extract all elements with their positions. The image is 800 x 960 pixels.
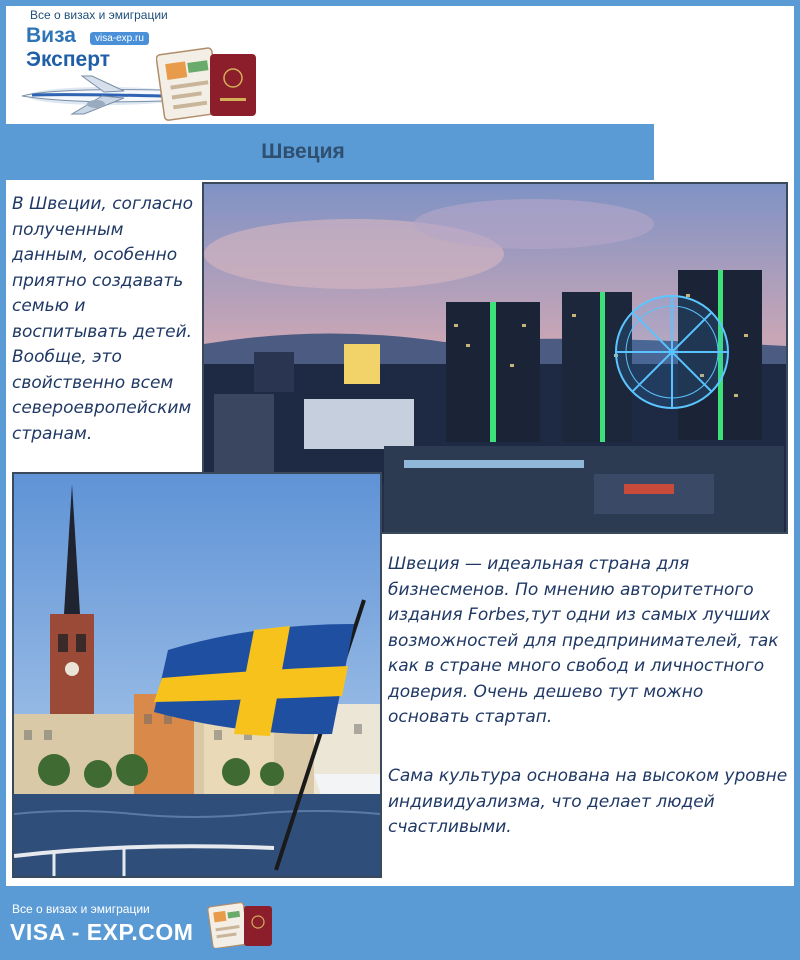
paragraph-family: В Швеции, согласно полученным данным, особенно приятно создавать семью и воспитывать детей. Вообще, это свойственно всем североевропейским странам. (12, 194, 194, 444)
swedish-flag-illustration (14, 474, 380, 876)
passport-icon (156, 42, 266, 122)
site-footer (0, 886, 800, 960)
page-title: Швеция (261, 140, 345, 163)
flag-photo (12, 472, 382, 878)
paragraph-culture: Сама культура основана на высоком уровне индивидуализма, что делает людей счастливыми. (388, 766, 788, 837)
brand-line-2: Эксперт (26, 48, 111, 71)
title-bar (6, 124, 654, 180)
page-content (6, 6, 794, 886)
footer-tagline: Все о визах и эмиграции (12, 902, 150, 916)
paragraph-business: Швеция — идеальная страна для бизнесменов. По мнению авторитетного издания Forbes,тут одни из самых лучших возможностей для предпринимателей, так как в стране много свобод и личностного доверия. Очень дешево тут можно основать стартап. (388, 554, 779, 727)
header-tagline: Все о визах и эмиграции (30, 8, 168, 22)
footer-domain-link[interactable]: VISA - EXP.COM (10, 919, 194, 945)
passport-icon (206, 898, 276, 948)
domain-badge: visa-exp.ru (90, 32, 149, 45)
brand-line-1: Виза (26, 24, 76, 47)
site-header (6, 6, 794, 124)
